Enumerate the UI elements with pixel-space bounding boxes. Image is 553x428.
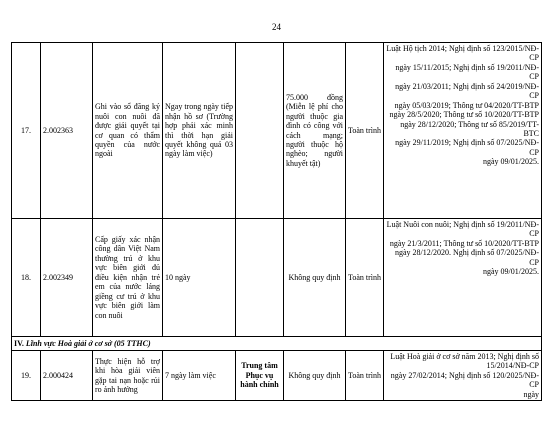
table-row-17 (12, 43, 542, 219)
agency-cell (236, 219, 284, 337)
procedure-name: Thực hiện hỗ trợ khi hòa giải viên gặp tai nạn hoặc rủi ro ảnh hưởng (93, 351, 163, 401)
page-number: 24 (272, 22, 281, 32)
table-row-18 (12, 219, 542, 337)
procedure-code: 2.002363 (41, 43, 93, 219)
legal-basis: Luật Hộ tịch 2014; Nghị định số 123/2015/NĐ-CP ngày 15/11/2015; Nghị định số 19/2011/NĐ-CP ngày 21/03/2011; Nghị định số 24/2019/NĐ-CP ngày 05/03/2019; Thông tư 04/2020/TT-BTP ngày 28/5/2020; Thông tư số 10/2020/TT-BTP ngày 28/12/2020; Thông tư số 85/2019/TT-BTC ngày 29/11/2019; Nghị định số 07/2025/NĐ-CP ngày 09/01/2025. (384, 43, 542, 219)
procedure-code: 2.002349 (41, 219, 93, 337)
row-number: 18. (12, 219, 41, 337)
processing-time: 7 ngày làm việc (163, 351, 236, 401)
agency-cell: Trung tâm Phục vụ hành chính (236, 351, 284, 401)
section-roman-numeral: IV. (14, 338, 24, 348)
channel-cell: Toàn trình (346, 351, 384, 401)
agency-cell (236, 43, 284, 219)
fee-cell: Không quy định (284, 219, 346, 337)
procedure-name: Cấp giấy xác nhận công dân Việt Nam thường trú ở khu vực biên giới đủ điều kiện nhận trẻ em của nước láng giềng cư trú ở khu vực biên giới làm con nuôi (93, 219, 163, 337)
section-header-row (12, 337, 542, 351)
table-row-19 (12, 351, 542, 401)
legal-basis: Luật Nuôi con nuôi; Nghị định số 19/2011/NĐ-CP ngày 21/3/2011; Thông tư số 10/2020/TT-BTP ngày 28/12/2020. Nghị định số 07/2025/NĐ-CP ngày 09/01/2025. (384, 219, 542, 337)
section-title: Lĩnh vực Hoà giải ở cơ sở (05 TTHC) (25, 338, 151, 348)
fee-cell: 75.000 đồng (Miễn lệ phí cho người thuộc gia đình có công với cách mạng; người thuộc hộ nghèo; người khuyết tật) (284, 43, 346, 219)
section-header (12, 337, 542, 351)
procedure-name: Ghi vào sổ đăng ký nuôi con nuôi đã được giải quyết tại cơ quan có thẩm quyền của nước ngoài (93, 43, 163, 219)
procedure-code: 2.000424 (41, 351, 93, 401)
row-number: 19. (12, 351, 41, 401)
procedure-table (11, 42, 542, 401)
processing-time: 10 ngày (163, 219, 236, 337)
fee-cell: Không quy định (284, 351, 346, 401)
legal-basis: Luật Hoà giải ở cơ sở năm 2013; Nghị định số 15/2014/NĐ-CP ngày 27/02/2014; Nghị định số 120/2025/NĐ-CP ngày (384, 351, 542, 401)
processing-time: Ngay trong ngày tiếp nhận hồ sơ (Trường hợp phải xác minh thì thời hạn giải quyết không quá 03 ngày làm việc) (163, 43, 236, 219)
channel-cell: Toàn trình (346, 43, 384, 219)
row-number: 17. (12, 43, 41, 219)
channel-cell: Toàn trình (346, 219, 384, 337)
